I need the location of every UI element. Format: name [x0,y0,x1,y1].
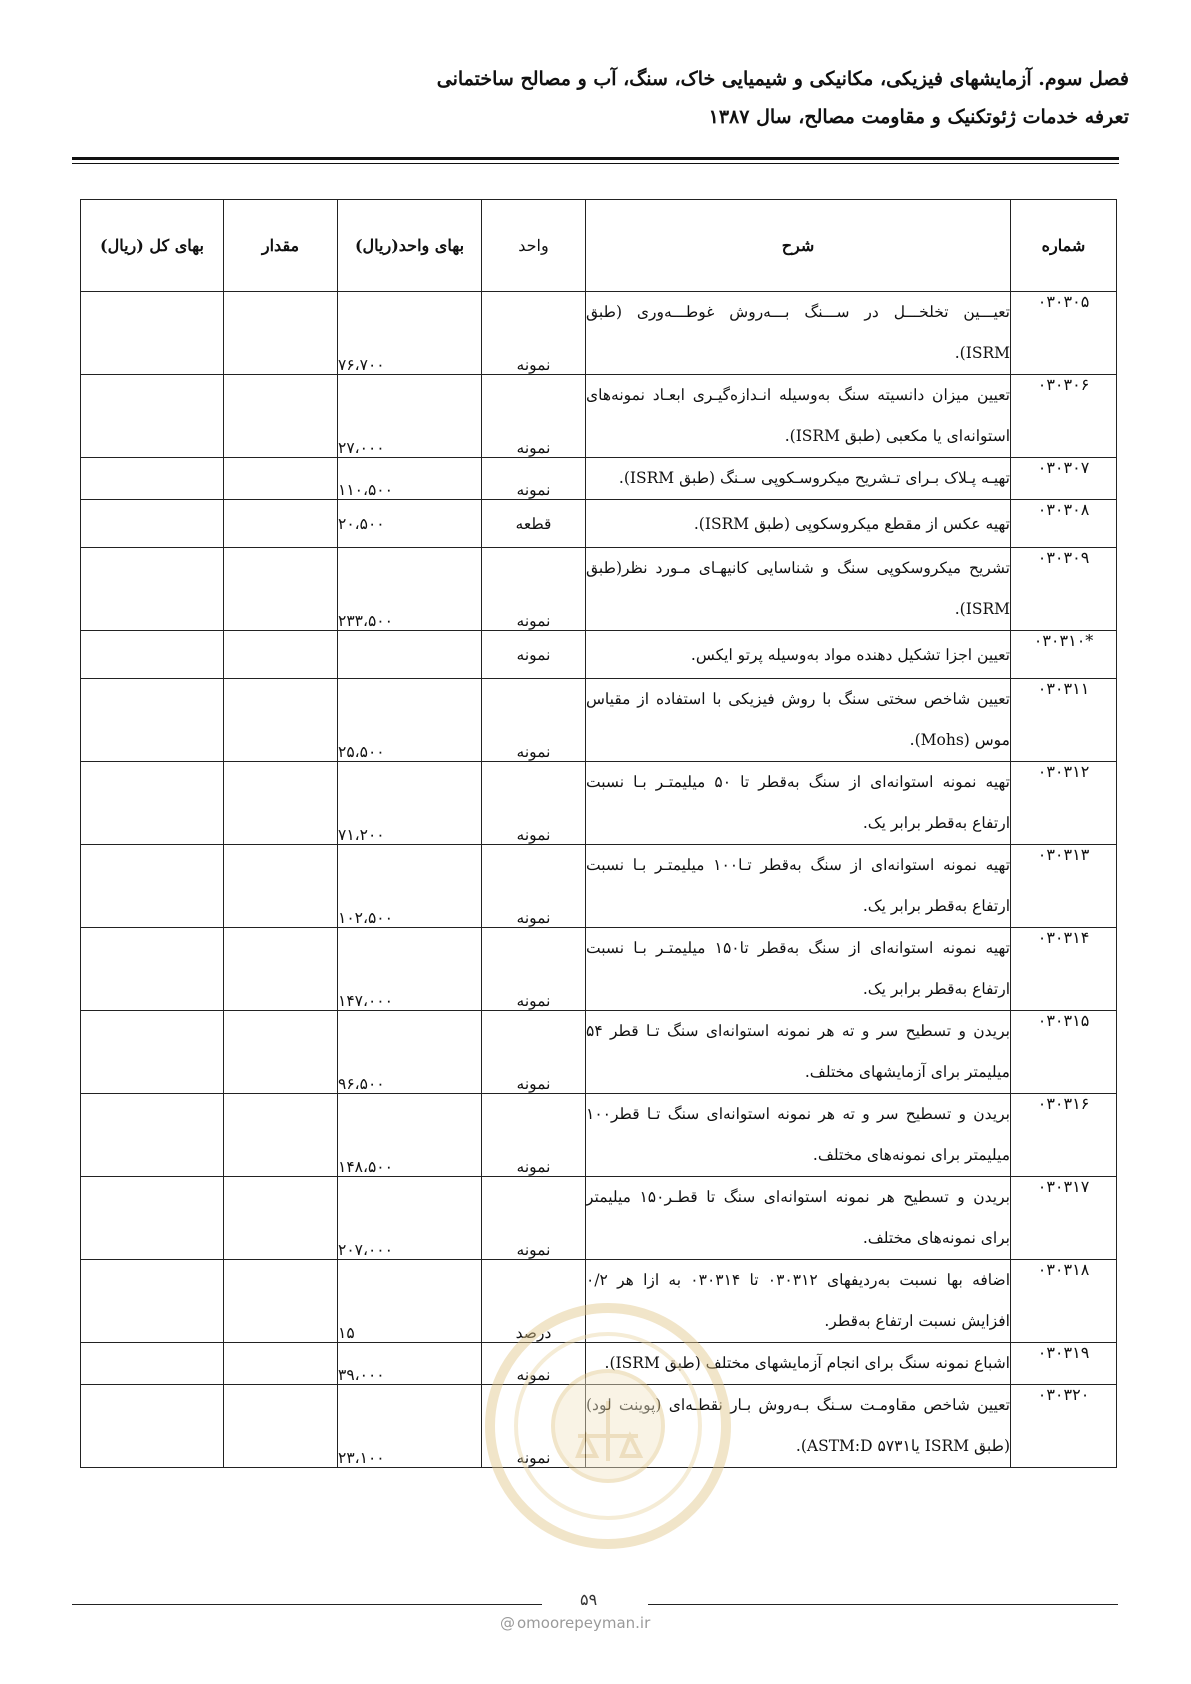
table-row [81,292,1117,375]
row-code: ۰۳۰۳۰۹ [1011,548,1117,631]
row-total [81,292,224,375]
row-total [81,458,224,500]
row-unit-price: ۱۰۲،۵۰۰ [338,845,482,928]
row-quantity [224,458,338,500]
table-row [81,548,1117,631]
row-code: ۰۳۰۳۱۷ [1011,1177,1117,1260]
row-unit: درصد [482,1260,586,1343]
row-quantity [224,928,338,1011]
row-unit-price: ۲۳۳،۵۰۰ [338,548,482,631]
row-description: تشریح میکروسکوپی سنگ و شناسایی کانیهـای مـورد نظر(طبق ISRM). [586,548,1011,631]
row-unit-price: ۱۴۷،۰۰۰ [338,928,482,1011]
row-total [81,679,224,762]
row-quantity [224,845,338,928]
row-description: اضافه بها نسبت به‌ردیفهای ۰۳۰۳۱۲ تا ۰۳۰۳۱۴ به ازا هر ۰/۲ افزایش نسبت ارتفاع به‌قطر. [586,1260,1011,1343]
row-unit: نمونه [482,292,586,375]
row-description: بریدن و تسطیح سر و ته هر نمونه استوانه‌ای سنگ تـا قطر۱۰۰ میلیمتر برای نمونه‌های مختلف. [586,1094,1011,1177]
header-description: شرح [586,200,1011,292]
row-unit: نمونه [482,928,586,1011]
row-unit-price [338,631,482,679]
row-unit-price: ۱۵ [338,1260,482,1343]
row-quantity [224,1260,338,1343]
row-description: بریدن و تسطیح سر و ته هر نمونه استوانه‌ای سنگ تـا قطر ۵۴ میلیمتر برای آزمایشهای مختلف. [586,1011,1011,1094]
row-description: اشباع نمونه سنگ برای انجام آزمایشهای مختلف (طبق ISRM). [586,1343,1011,1385]
row-description: تعیین شاخص مقاومـت سـنگ بـه‌روش بـار نقطـه‌ای (پوینت لود) (طبق ISRM یا۵۷۳۱ ASTM:D). [586,1385,1011,1468]
row-total [81,500,224,548]
row-unit: نمونه [482,762,586,845]
header-code: شماره [1011,200,1117,292]
row-total [81,845,224,928]
row-code: ۰۳۰۳۱۲ [1011,762,1117,845]
row-quantity [224,1343,338,1385]
page-header [62,60,1129,136]
tariff-title: تعرفه خدمات ژئوتکنیک و مقاومت مصالح، سال ۱۳۸۷ [708,106,1129,128]
row-total [81,1343,224,1385]
row-total [81,1260,224,1343]
table-row [81,928,1117,1011]
row-description: تعیین میزان دانسیته سنگ به‌وسیله انـدازه‌گیـری ابعـاد نمونه‌های استوانه‌ای یا مکعبی (طبق ISRM). [586,375,1011,458]
row-total [81,1011,224,1094]
watermark-site [500,1614,650,1632]
row-description: تهیـه پـلاک بـرای تـشریح میکروسـکوپی سـنگ (طبق ISRM). [586,458,1011,500]
header-rule-thick [72,157,1119,160]
row-unit-price: ۲۰،۵۰۰ [338,500,482,548]
row-unit: نمونه [482,679,586,762]
row-unit-price: ۳۹،۰۰۰ [338,1343,482,1385]
row-total [81,762,224,845]
row-total [81,928,224,1011]
row-unit: نمونه [482,1177,586,1260]
row-unit-price: ۲۷،۰۰۰ [338,375,482,458]
row-unit: نمونه [482,845,586,928]
row-unit: نمونه [482,458,586,500]
table-row [81,762,1117,845]
row-unit: نمونه [482,1385,586,1468]
table-row [81,631,1117,679]
row-quantity [224,762,338,845]
row-description: تعیـــین تخلخـــل در ســـنگ بـــه‌روش غوطـــه‌وری (طبق ISRM). [586,292,1011,375]
table-row [81,458,1117,500]
at-icon: @ [500,1614,515,1632]
row-quantity [224,1177,338,1260]
row-code: ۰۳۰۳۰۸ [1011,500,1117,548]
table-header-row [81,200,1117,292]
header-quantity: مقدار [224,200,338,292]
row-description: تهیه نمونه استوانه‌ای از سنگ به‌قطر تا ۵۰ میلیمتـر بـا نسبت ارتفاع به‌قطر برابر یک. [586,762,1011,845]
table-row [81,500,1117,548]
header-rule-thin [72,163,1119,164]
row-description: تهیه عکس از مقطع میکروسکوپی (طبق ISRM). [586,500,1011,548]
row-unit-price: ۱۴۸،۵۰۰ [338,1094,482,1177]
row-unit: نمونه [482,548,586,631]
row-unit: نمونه [482,631,586,679]
row-unit-price: ۲۰۷،۰۰۰ [338,1177,482,1260]
table-row [81,679,1117,762]
row-code: ۰۳۰۳۰۷ [1011,458,1117,500]
table-row [81,845,1117,928]
table-row [81,1011,1117,1094]
row-unit-price: ۷۶،۷۰۰ [338,292,482,375]
row-quantity [224,375,338,458]
row-code: ۰۳۰۳۱۵ [1011,1011,1117,1094]
row-unit-price: ۷۱،۲۰۰ [338,762,482,845]
row-total [81,548,224,631]
header-total: بهای کل (ریال) [81,200,224,292]
row-code: ۰۳۰۳۰۵ [1011,292,1117,375]
tariff-table [80,199,1117,1468]
row-quantity [224,1385,338,1468]
row-code: ۰۳۰۳۱۶ [1011,1094,1117,1177]
row-unit-price: ۹۶،۵۰۰ [338,1011,482,1094]
row-unit-price: ۱۱۰،۵۰۰ [338,458,482,500]
row-quantity [224,548,338,631]
row-total [81,1094,224,1177]
row-code: ۰۳۰۳۱۱ [1011,679,1117,762]
row-description: بریدن و تسطیح هر نمونه استوانه‌ای سنگ تا قطـر۱۵۰ میلیمتر برای نمونه‌های مختلف. [586,1177,1011,1260]
table-row [81,1177,1117,1260]
row-total [81,1385,224,1468]
chapter-title: فصل سوم. آزمایشهای فیزیکی، مکانیکی و شیمیایی خاک، سنگ، آب و مصالح ساختمانی [436,68,1129,90]
header-unit: واحد [482,200,586,292]
row-code: ۰۳۰۳۱۸ [1011,1260,1117,1343]
row-total [81,375,224,458]
row-unit: نمونه [482,1343,586,1385]
table-row [81,1094,1117,1177]
page-number: ۵۹ [580,1590,598,1609]
row-unit-price: ۲۵،۵۰۰ [338,679,482,762]
row-code: ۰۳۰۳۱۴ [1011,928,1117,1011]
row-unit: نمونه [482,375,586,458]
row-unit: قطعه [482,500,586,548]
row-description: تعیین اجزا تشکیل دهنده مواد به‌وسیله پرتو ایکس. [586,631,1011,679]
header-unit-price: بهای واحد(ریال) [338,200,482,292]
row-description: تعیین شاخص سختی سنگ با روش فیزیکی با استفاده از مقیاس موس (Mohs). [586,679,1011,762]
table-row [81,375,1117,458]
footer-rule-right [648,1604,1118,1605]
row-quantity [224,500,338,548]
watermark-seal [478,1296,738,1556]
row-code: ۰۳۰۳۱۹ [1011,1343,1117,1385]
row-code: ۰۳۰۳۱۳ [1011,845,1117,928]
row-total [81,1177,224,1260]
row-code: ۰۳۰۳۰۶ [1011,375,1117,458]
watermark-site-text: omoorepeyman.ir [517,1614,651,1632]
row-quantity [224,631,338,679]
row-unit: نمونه [482,1094,586,1177]
footer-rule-left [72,1604,542,1605]
row-quantity [224,679,338,762]
row-unit-price: ۲۳،۱۰۰ [338,1385,482,1468]
row-unit: نمونه [482,1011,586,1094]
row-description: تهیه نمونه استوانه‌ای از سنگ به‌قطر تـا۱۰۰ میلیمتـر بـا نسبت ارتفاع به‌قطر برابر یک. [586,845,1011,928]
row-quantity [224,1011,338,1094]
row-total [81,631,224,679]
row-code: ۰۳۰۳۲۰ [1011,1385,1117,1468]
row-quantity [224,292,338,375]
row-description: تهیه نمونه استوانه‌ای از سنگ به‌قطر تا۱۵۰ میلیمتـر بـا نسبت ارتفاع به‌قطر برابر یک. [586,928,1011,1011]
row-quantity [224,1094,338,1177]
row-code: *۰۳۰۳۱۰ [1011,631,1117,679]
